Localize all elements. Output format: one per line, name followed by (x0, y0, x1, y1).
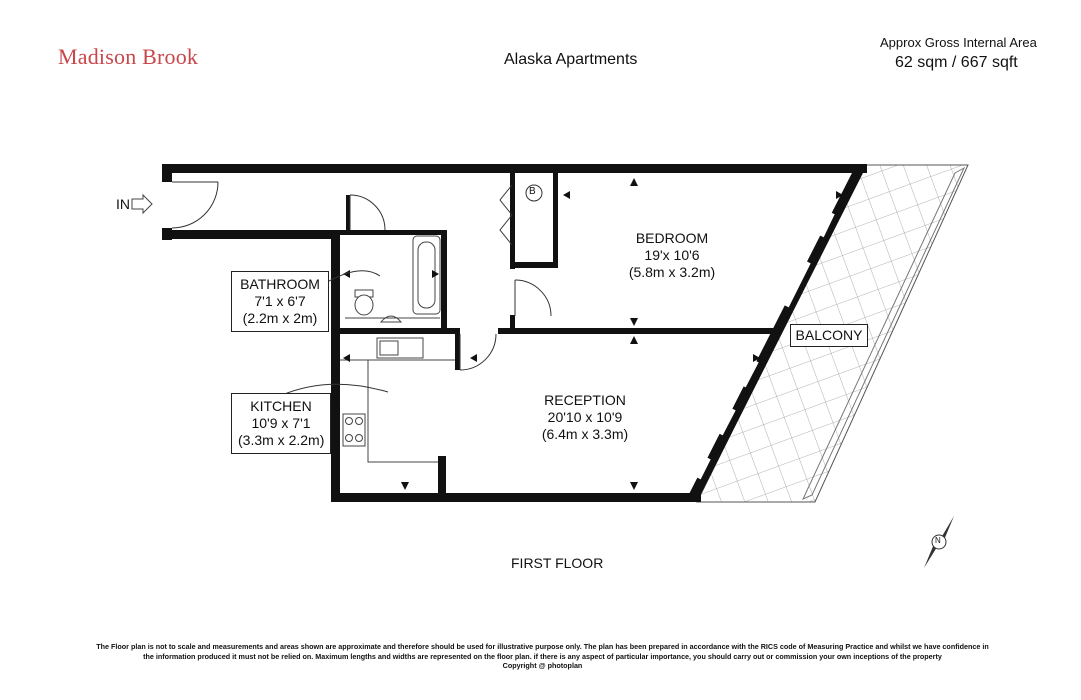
room-metric: (6.4m x 3.3m) (541, 426, 629, 442)
boiler-label: B (529, 186, 536, 197)
area-value: 62 sqm / 667 sqft (895, 54, 1018, 71)
room-name: RECEPTION (544, 392, 626, 408)
room-metric: (5.8m x 3.2m) (628, 264, 716, 280)
area-label: Approx Gross Internal Area (880, 35, 1037, 50)
room-imperial: 19'x 10'6 (644, 247, 700, 263)
brand-logo: Madison Brook (58, 44, 199, 69)
room-bathroom (231, 271, 329, 332)
kitchen-fixtures (340, 338, 455, 462)
room-reception (530, 392, 640, 443)
room-imperial: 20'10 x 10'9 (547, 409, 623, 425)
room-name: BALCONY (795, 327, 863, 343)
room-balcony (790, 324, 868, 347)
copyright-text: Copyright @ photoplan (502, 661, 583, 670)
room-name: BATHROOM (240, 276, 320, 292)
room-name: KITCHEN (250, 398, 312, 414)
entrance-label: IN (116, 196, 130, 212)
disclaimer-text: The Floor plan is not to scale and measurements and areas shown are approximate and therefore should be used for illustrative purpose only. The plan has been prepared in accordance with the RICS code of Measuring Practice and whilst we have confidence in the information produced it must not be relied on. Maximum lengths and widths are represented on the floor plan. if there is any aspect of particular importance, you should carry out or commission your own inceptions of the property (96, 642, 989, 661)
room-imperial: 7'1 x 6'7 (254, 293, 306, 309)
floor-label: FIRST FLOOR (511, 555, 604, 571)
page-title: Alaska Apartments (504, 51, 638, 68)
compass-letter: N (935, 536, 941, 545)
entrance-arrow-icon (132, 195, 152, 213)
room-imperial: 10'9 x 7'1 (251, 415, 311, 431)
bathroom-fixtures (345, 236, 440, 322)
room-metric: (2.2m x 2m) (242, 310, 318, 326)
room-name: BEDROOM (635, 230, 709, 246)
room-kitchen (231, 393, 331, 454)
room-metric: (3.3m x 2.2m) (238, 432, 325, 448)
doors (172, 182, 551, 370)
room-bedroom (617, 230, 727, 281)
